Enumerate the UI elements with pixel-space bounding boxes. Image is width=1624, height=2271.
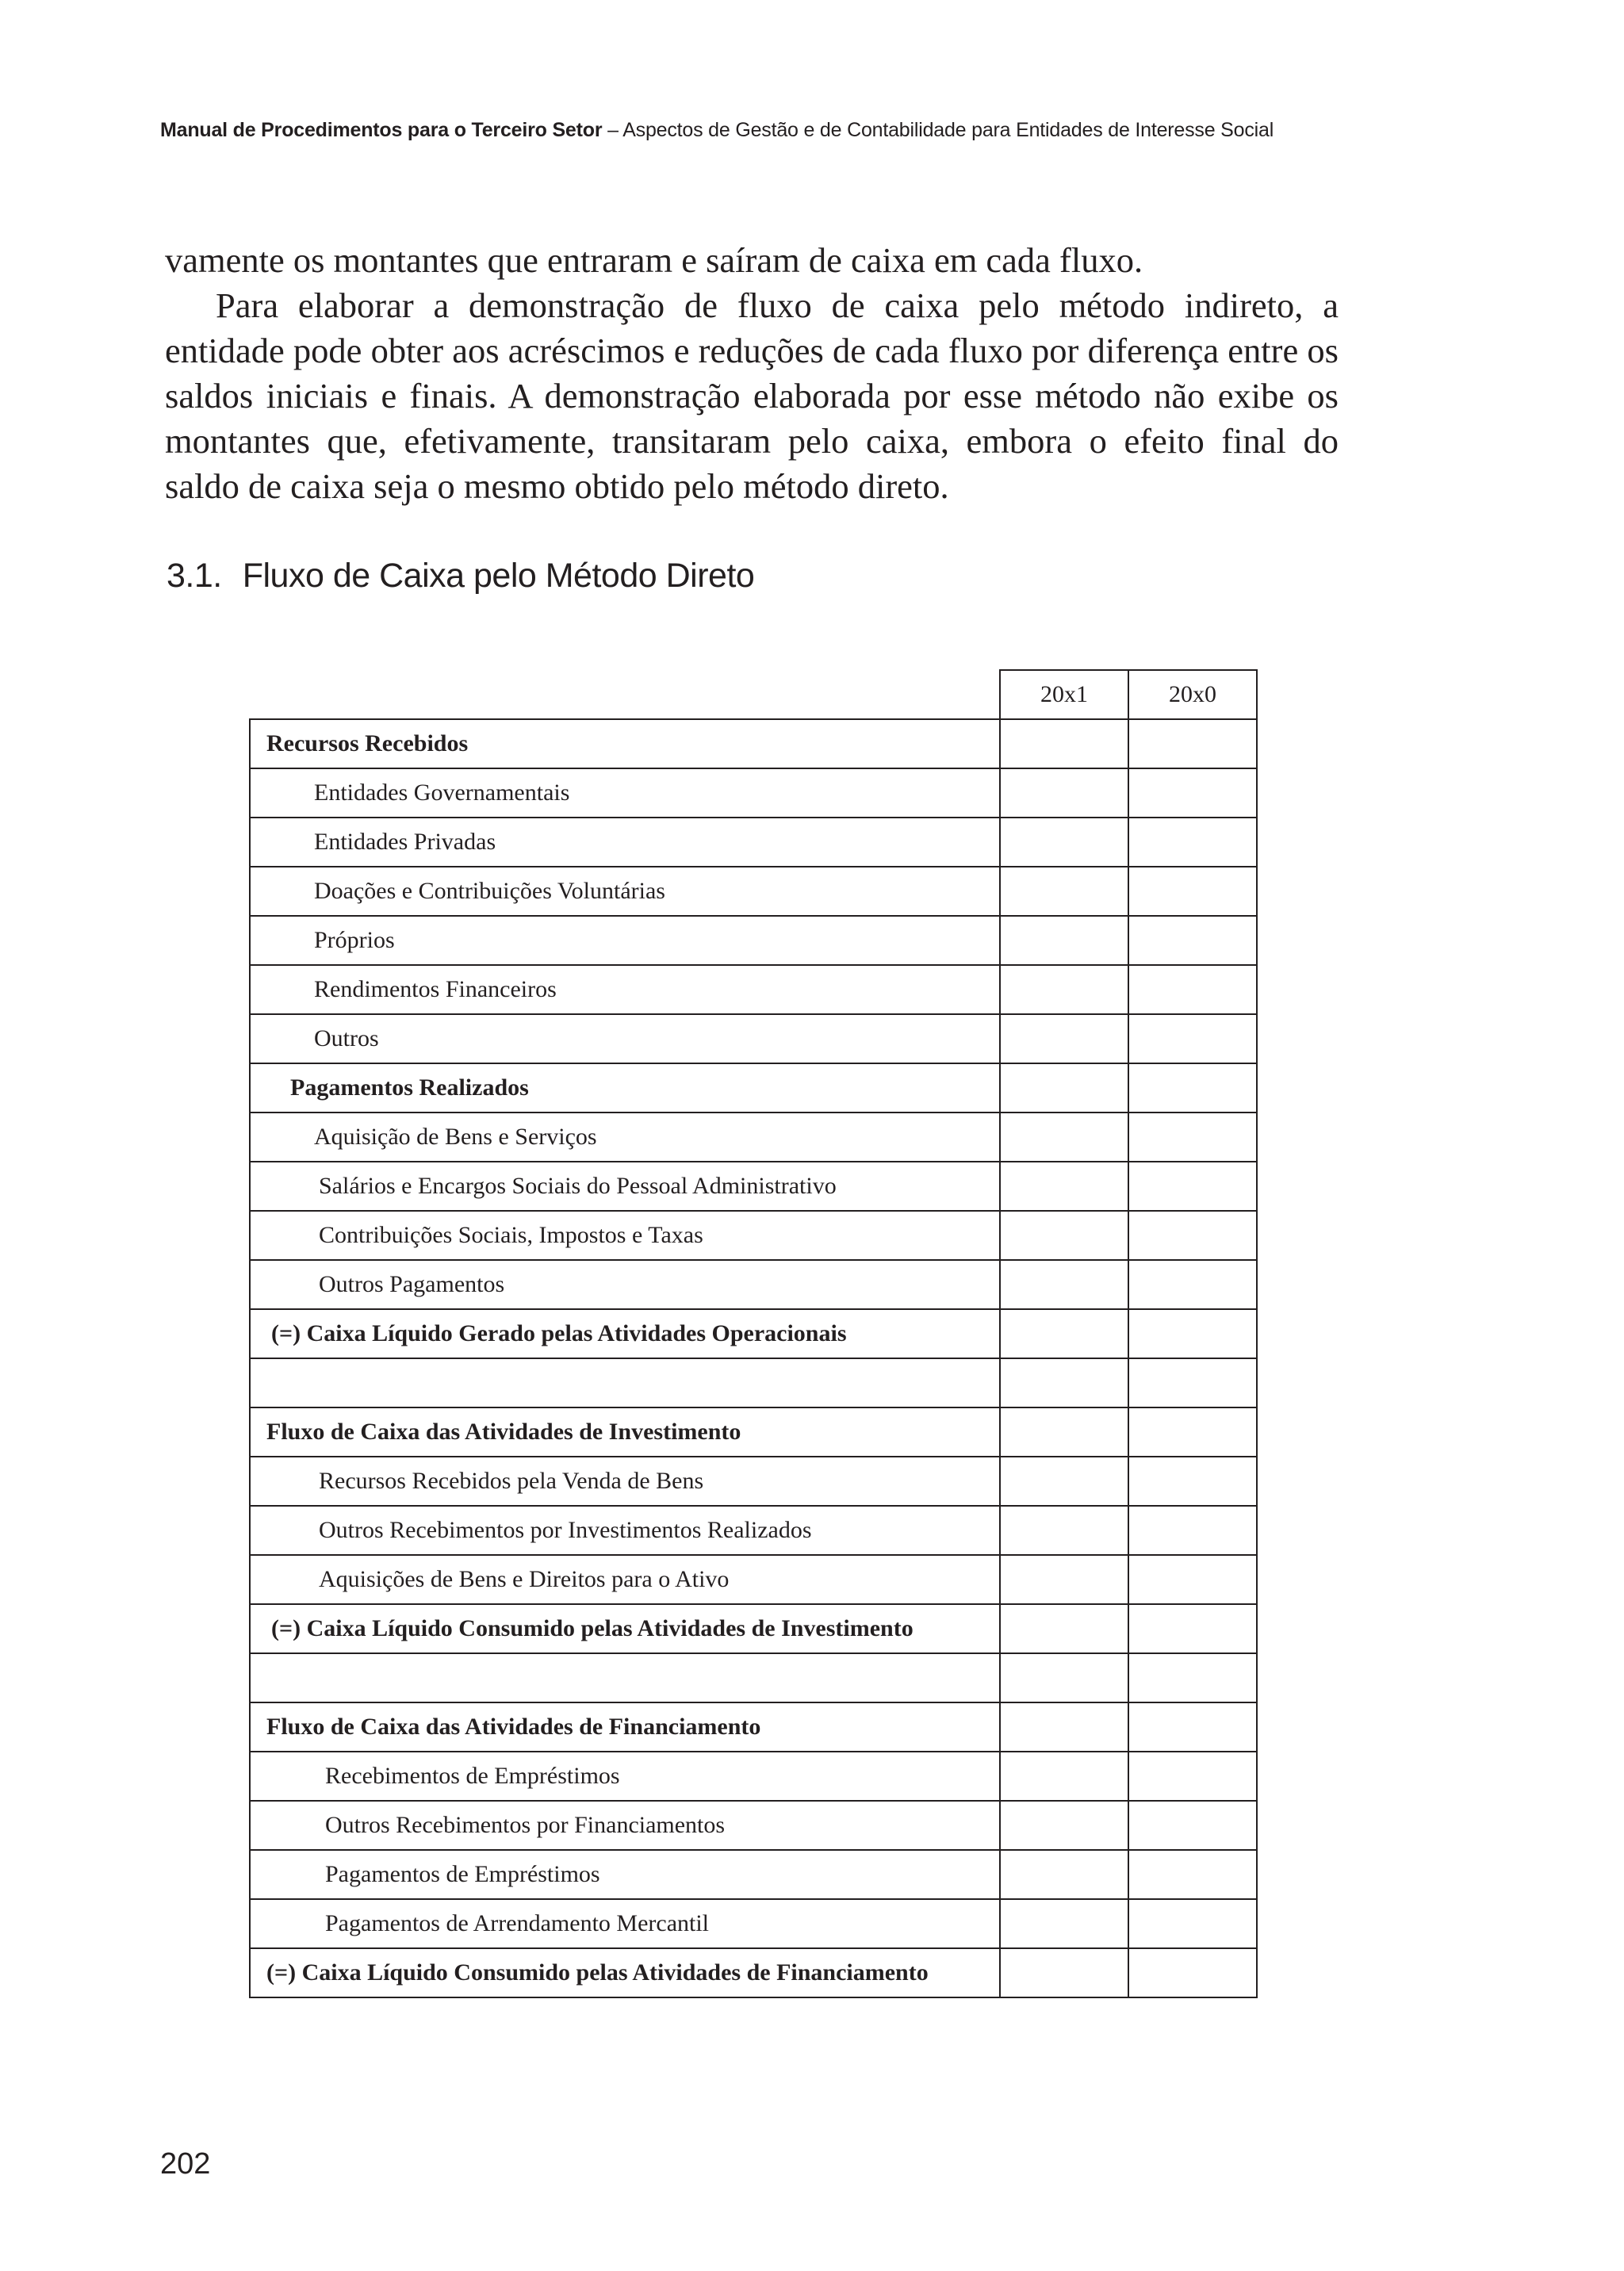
row-label: Rendimentos Financeiros <box>250 965 1000 1014</box>
row-label: Entidades Governamentais <box>250 768 1000 818</box>
value-cell-20x1 <box>1000 1457 1128 1506</box>
row-label: Outros <box>250 1014 1000 1063</box>
row-label: Próprios <box>250 916 1000 965</box>
column-header-20x0: 20x0 <box>1128 670 1257 719</box>
row-label: Aquisições de Bens e Direitos para o Ativo <box>250 1555 1000 1604</box>
value-cell-20x1 <box>1000 1014 1128 1063</box>
section-number: 3.1. <box>167 557 222 595</box>
row-label: Contribuições Sociais, Impostos e Taxas <box>250 1211 1000 1260</box>
header-separator: – <box>607 119 619 141</box>
row-label: Recursos Recebidos <box>250 719 1000 768</box>
value-cell-20x0 <box>1128 1014 1257 1063</box>
row-label: Outros Recebimentos por Financiamentos <box>250 1801 1000 1850</box>
value-cell-20x1 <box>1000 1653 1128 1702</box>
table-row <box>250 1702 1257 1752</box>
row-label: (=) Caixa Líquido Gerado pelas Atividades Operacionais <box>250 1309 1000 1358</box>
value-cell-20x0 <box>1128 867 1257 916</box>
value-cell-20x1 <box>1000 1063 1128 1113</box>
value-cell-20x0 <box>1128 1211 1257 1260</box>
value-cell-20x1 <box>1000 1506 1128 1555</box>
row-label: (=) Caixa Líquido Consumido pelas Atividades de Investimento <box>250 1604 1000 1653</box>
table-row <box>250 1752 1257 1801</box>
value-cell-20x0 <box>1128 1113 1257 1162</box>
value-cell-20x1 <box>1000 1358 1128 1407</box>
value-cell-20x1 <box>1000 818 1128 867</box>
table-row <box>250 1653 1257 1702</box>
row-label: Fluxo de Caixa das Atividades de Financiamento <box>250 1702 1000 1752</box>
row-label <box>250 1653 1000 1702</box>
table-row <box>250 1604 1257 1653</box>
value-cell-20x0 <box>1128 1850 1257 1899</box>
value-cell-20x0 <box>1128 768 1257 818</box>
value-cell-20x0 <box>1128 1948 1257 1997</box>
table-header-row <box>250 670 1257 719</box>
value-cell-20x1 <box>1000 867 1128 916</box>
table-row <box>250 1555 1257 1604</box>
value-cell-20x1 <box>1000 965 1128 1014</box>
value-cell-20x0 <box>1128 1063 1257 1113</box>
value-cell-20x0 <box>1128 1555 1257 1604</box>
paragraph-continuation: vamente os montantes que entraram e saíram de caixa em cada fluxo. <box>165 240 1143 280</box>
value-cell-20x1 <box>1000 1899 1128 1948</box>
row-label: Salários e Encargos Sociais do Pessoal Administrativo <box>250 1162 1000 1211</box>
table-row <box>250 1309 1257 1358</box>
row-label: Outros Recebimentos por Investimentos Realizados <box>250 1506 1000 1555</box>
value-cell-20x0 <box>1128 1309 1257 1358</box>
table-row <box>250 867 1257 916</box>
header-subtitle: Aspectos de Gestão e de Contabilidade para Entidades de Interesse Social <box>622 119 1274 141</box>
value-cell-20x1 <box>1000 719 1128 768</box>
row-label: Outros Pagamentos <box>250 1260 1000 1309</box>
table-row <box>250 1801 1257 1850</box>
value-cell-20x0 <box>1128 916 1257 965</box>
table-row <box>250 965 1257 1014</box>
table-row <box>250 818 1257 867</box>
table-row <box>250 1014 1257 1063</box>
table-row <box>250 1113 1257 1162</box>
value-cell-20x1 <box>1000 916 1128 965</box>
value-cell-20x0 <box>1128 965 1257 1014</box>
table-row <box>250 1899 1257 1948</box>
value-cell-20x1 <box>1000 1850 1128 1899</box>
value-cell-20x0 <box>1128 1162 1257 1211</box>
row-label: Pagamentos de Empréstimos <box>250 1850 1000 1899</box>
value-cell-20x1 <box>1000 1309 1128 1358</box>
table-row <box>250 1211 1257 1260</box>
running-header <box>160 119 1274 142</box>
section-heading <box>167 557 754 596</box>
header-blank-cell <box>250 670 1000 719</box>
value-cell-20x1 <box>1000 768 1128 818</box>
cash-flow-table <box>249 669 1258 1998</box>
value-cell-20x1 <box>1000 1113 1128 1162</box>
table-row <box>250 1850 1257 1899</box>
value-cell-20x0 <box>1128 1899 1257 1948</box>
value-cell-20x0 <box>1128 1801 1257 1850</box>
table-row <box>250 1457 1257 1506</box>
value-cell-20x1 <box>1000 1260 1128 1309</box>
table-row <box>250 1063 1257 1113</box>
column-header-20x1: 20x1 <box>1000 670 1128 719</box>
body-text <box>165 238 1339 509</box>
value-cell-20x1 <box>1000 1948 1128 1997</box>
row-label: Aquisição de Bens e Serviços <box>250 1113 1000 1162</box>
value-cell-20x1 <box>1000 1801 1128 1850</box>
value-cell-20x0 <box>1128 1506 1257 1555</box>
value-cell-20x1 <box>1000 1702 1128 1752</box>
table-row <box>250 1162 1257 1211</box>
page-number: 202 <box>160 2147 211 2181</box>
section-title: Fluxo de Caixa pelo Método Direto <box>242 557 755 595</box>
row-label: Recursos Recebidos pela Venda de Bens <box>250 1457 1000 1506</box>
value-cell-20x0 <box>1128 719 1257 768</box>
value-cell-20x1 <box>1000 1162 1128 1211</box>
value-cell-20x0 <box>1128 1653 1257 1702</box>
table-row <box>250 1506 1257 1555</box>
header-title: Manual de Procedimentos para o Terceiro Setor <box>160 119 603 141</box>
value-cell-20x1 <box>1000 1555 1128 1604</box>
table-row <box>250 1358 1257 1407</box>
value-cell-20x1 <box>1000 1211 1128 1260</box>
value-cell-20x0 <box>1128 1358 1257 1407</box>
table-row <box>250 1407 1257 1457</box>
value-cell-20x0 <box>1128 818 1257 867</box>
table-row <box>250 768 1257 818</box>
value-cell-20x0 <box>1128 1260 1257 1309</box>
table-row <box>250 916 1257 965</box>
table-row <box>250 1948 1257 1997</box>
row-label: Pagamentos Realizados <box>250 1063 1000 1113</box>
value-cell-20x0 <box>1128 1457 1257 1506</box>
row-label: Doações e Contribuições Voluntárias <box>250 867 1000 916</box>
value-cell-20x0 <box>1128 1407 1257 1457</box>
table-row <box>250 719 1257 768</box>
paragraph-indirect-method: Para elaborar a demonstração de fluxo de caixa pelo método indireto, a entidade pode obter aos acréscimos e reduções de cada fluxo por diferença entre os saldos iniciais e finais. A demonstração elaborada por esse método não exibe os montantes que, efetivamente, transitaram pelo caixa, embora o efeito final do saldo de caixa seja o mesmo obtido pelo método direto. <box>165 285 1339 506</box>
value-cell-20x0 <box>1128 1752 1257 1801</box>
row-label: (=) Caixa Líquido Consumido pelas Atividades de Financiamento <box>250 1948 1000 1997</box>
value-cell-20x1 <box>1000 1752 1128 1801</box>
row-label: Entidades Privadas <box>250 818 1000 867</box>
value-cell-20x1 <box>1000 1407 1128 1457</box>
row-label: Fluxo de Caixa das Atividades de Investimento <box>250 1407 1000 1457</box>
row-label <box>250 1358 1000 1407</box>
table-row <box>250 1260 1257 1309</box>
value-cell-20x1 <box>1000 1604 1128 1653</box>
row-label: Recebimentos de Empréstimos <box>250 1752 1000 1801</box>
value-cell-20x0 <box>1128 1604 1257 1653</box>
value-cell-20x0 <box>1128 1702 1257 1752</box>
row-label: Pagamentos de Arrendamento Mercantil <box>250 1899 1000 1948</box>
